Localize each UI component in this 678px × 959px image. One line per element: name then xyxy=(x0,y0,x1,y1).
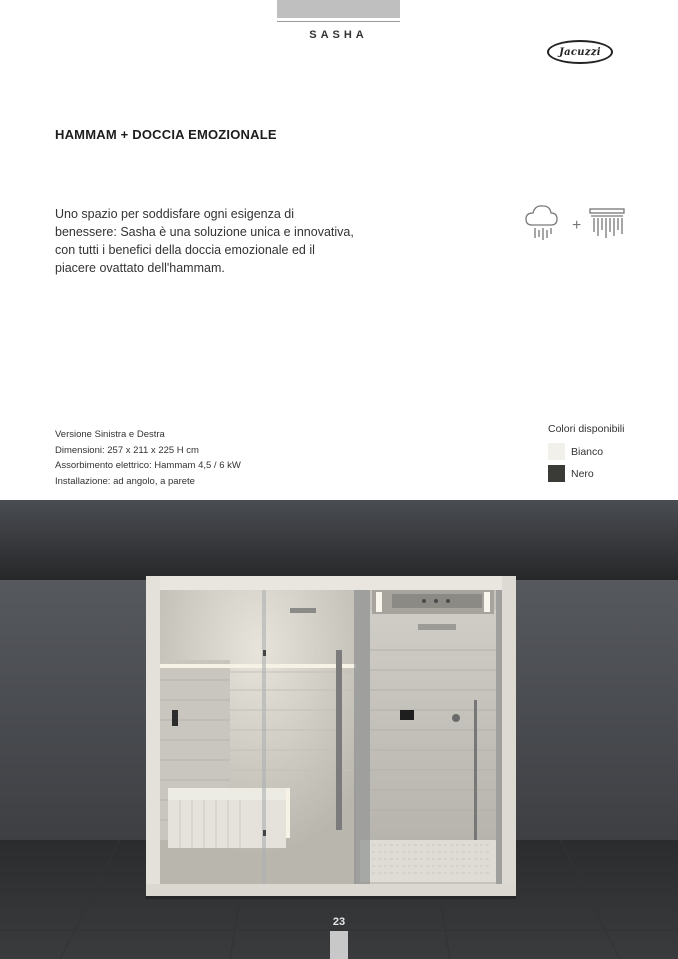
color-swatch-nero xyxy=(548,465,565,482)
header-rule xyxy=(277,21,400,22)
page-number-tab xyxy=(330,931,348,959)
spec-version: Versione Sinistra e Destra xyxy=(55,429,165,440)
product-specs xyxy=(55,427,241,489)
plus-sign: + xyxy=(572,217,582,234)
color-swatch-bianco xyxy=(548,443,565,460)
spec-dimensions: Dimensioni: 257 x 211 x 225 H cm xyxy=(55,444,199,456)
page-number: 23 xyxy=(332,916,346,928)
color-label-bianco: Bianco xyxy=(571,445,604,458)
page-header-title: SASHA xyxy=(309,29,368,41)
spec-installation: Installazione: ad angolo, a parete xyxy=(55,475,195,487)
color-label-nero: Nero xyxy=(571,467,594,480)
colors-heading: Colori disponibili xyxy=(548,423,625,435)
color-option-bianco xyxy=(548,443,603,460)
product-title: HAMMAM + DOCCIA EMOZIONALE xyxy=(55,127,277,142)
header-tab xyxy=(277,0,400,18)
product-photo xyxy=(0,500,678,959)
product-description: Uno spazio per soddisfare ogni esigenza di benessere: Sasha è una soluzione unica e innovativa, con tutti i benefici della doccia emozionale ed il piacere ovattato dell'hammam. xyxy=(55,207,354,275)
feature-icons xyxy=(524,203,634,247)
waterfall-shower-icon xyxy=(590,209,624,238)
rain-shower-icon xyxy=(526,206,557,240)
jacuzzi-logo: Jacuzzi xyxy=(547,40,613,64)
spec-power: Assorbimento elettrico: Hammam 4,5 / 6 kW xyxy=(55,460,241,471)
color-option-nero xyxy=(548,465,594,482)
